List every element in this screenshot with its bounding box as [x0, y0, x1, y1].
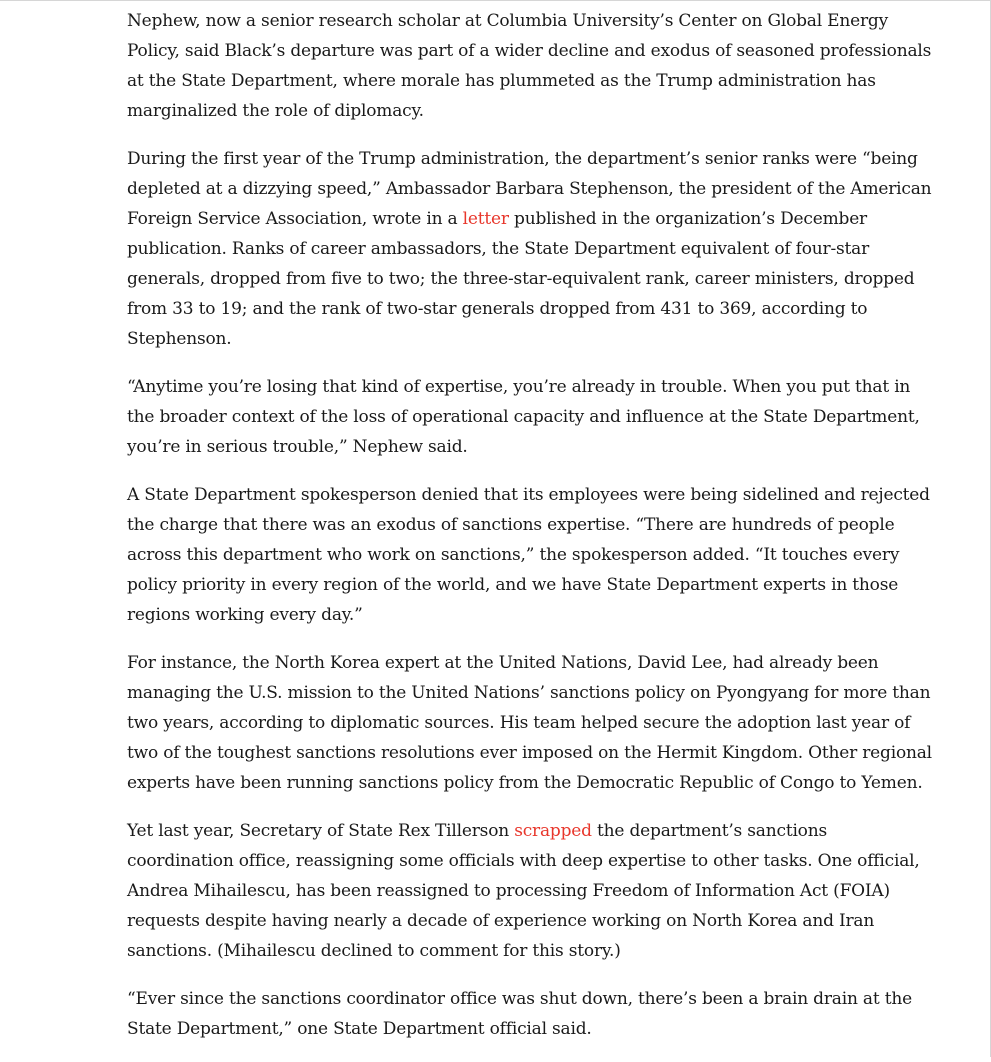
paragraph-text-before-link: Yet last year, Secretary of State Rex Tillerson — [127, 821, 515, 841]
scrapped-link[interactable]: scrapped — [514, 821, 592, 841]
article-body — [127, 6, 937, 1062]
paragraph-spokesperson: A State Department spokesperson denied that its employees were being sidelined and rejected the charge that there was an exodus of sanctions expertise. “There are hundreds of people across this department who work on sanctions,” the spokesperson added. “It touches every policy priority in every region of the world, and we have State Department experts in those regions working every day.” — [127, 485, 930, 625]
top-divider — [0, 0, 991, 1]
paragraph-nephew-departure: Nephew, now a senior research scholar at Columbia University’s Center on Global Energy Policy, said Black’s departure was part of a wider decline and exodus of seasoned professionals at the State Department, where morale has plummeted as the Trump administration has marginalized the role of diplomacy. — [127, 11, 932, 121]
paragraph-text-after-link: published in the organization’s December publication. Ranks of career ambassadors, the State Department equivalent of four-star generals, dropped from five to two; the three-star-equivalent rank, career ministers, dropped from 33 to 19; and the rank of two-star generals dropped from 431 to 369, according to Stephenson. — [127, 209, 915, 349]
paragraph-senior-ranks — [127, 144, 937, 354]
paragraph-text-before-link: During the first year of the Trump administration, the department’s senior ranks were “being depleted at a dizzying speed,” Ambassador Barbara Stephenson, the president of the American Foreign Service Association, wrote in a — [127, 149, 932, 229]
paragraph-nephew-quote: “Anytime you’re losing that kind of expertise, you’re already in trouble. When you put that in the broader context of the loss of operational capacity and influence at the State Department, you’re in serious trouble,” Nephew said. — [127, 377, 920, 457]
paragraph-brain-drain: “Ever since the sanctions coordinator office was shut down, there’s been a brain drain at the State Department,” one State Department official said. — [127, 989, 912, 1039]
letter-link[interactable]: letter — [462, 209, 509, 229]
paragraph-tillerson-scrapped — [127, 816, 937, 966]
paragraph-text-after-link: the department’s sanctions coordination office, reassigning some officials with deep expertise to other tasks. One official, Andrea Mihailescu, has been reassigned to processing Freedom of Information Act (FOIA) requests despite having nearly a decade of experience working on North Korea and Iran sanctions. (Mihailescu declined to comment for this story.) — [127, 821, 920, 961]
paragraph-north-korea-expert: For instance, the North Korea expert at the United Nations, David Lee, had already been managing the U.S. mission to the United Nations’ sanctions policy on Pyongyang for more than two years, according to diplomatic sources. His team helped secure the adoption last year of two of the toughest sanctions resolutions ever imposed on the Hermit Kingdom. Other regional experts have been running sanctions policy from the Democratic Republic of Congo to Yemen. — [127, 653, 932, 793]
